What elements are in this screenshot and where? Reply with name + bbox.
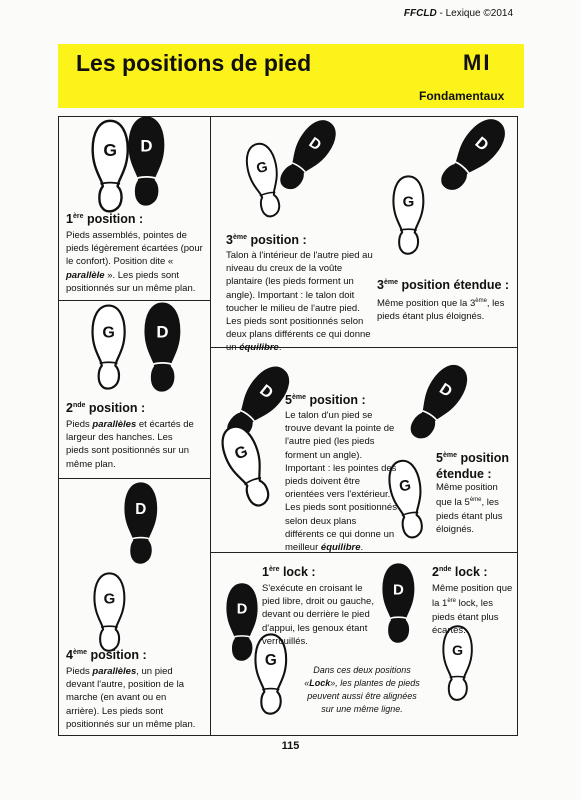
position-4-title: 4ème position : [66, 648, 147, 662]
right-foot-letter: D [436, 380, 455, 401]
position-5-extended-title: 5ème position étendue : [436, 451, 510, 482]
left-foot-letter: G [265, 652, 277, 670]
right-foot-letter: D [305, 134, 324, 155]
right-footprint-icon [124, 481, 158, 565]
left-footprint-icon [392, 174, 425, 256]
page-header [404, 8, 513, 19]
position-5-title: 5ème position : [285, 393, 366, 407]
lock-1-description: S'exécute en croisant le pied libre, droit ou gauche, devant ou derrière le pied d'appui, les genoux étant verrouillés. [262, 583, 374, 647]
section-code: MI [463, 50, 492, 75]
left-footprint-icon [91, 303, 126, 391]
left-foot-letter: G [255, 159, 270, 177]
right-footprint-icon [144, 301, 181, 393]
left-foot-letter: G [452, 642, 464, 659]
lock-2-title: 2nde lock : [432, 565, 488, 579]
position-3-extended-title: 3ème position étendue : [377, 278, 510, 292]
position-1-description: Pieds assemblés, pointes de pieds légèrement écartées (pour le confort). Position dite « parallèle ». Les pieds sont positionnés sur un même plan. [66, 230, 203, 294]
position-1-title: 1ère position : [66, 212, 144, 226]
right-foot-letter: D [135, 501, 147, 519]
left-foot-letter: G [102, 323, 116, 342]
right-foot-letter: D [155, 322, 169, 342]
right-foot-letter: D [471, 133, 493, 155]
page-title: Les positions de pied [76, 50, 312, 76]
right-footprint-icon [226, 582, 258, 662]
position-4-description: Pieds parallèles, un pied devant l'autre, position de la marche (en avant ou en arrière). Les pieds sont positionnés sur un même plan. [66, 666, 196, 730]
position-5-extended-description: Même position que la 5ème, les pieds étant plus éloignés. [436, 482, 503, 535]
left-foot-letter: G [103, 590, 115, 608]
left-foot-letter: G [397, 476, 412, 496]
header-lexicon: Lexique ©2014 [445, 8, 513, 19]
right-foot-letter: D [139, 136, 153, 156]
position-2-description: Pieds parallèles et écartés de largeur des hanches. Les pieds sont positionnés sur un même plan. [66, 419, 194, 470]
position-3-extended-description: Même position que la 3ème, les pieds étant plus éloignés. [377, 298, 505, 323]
lock-2-description: Même position que la 1ère lock, les pieds étant plus écartés. [432, 583, 513, 636]
left-foot-letter: G [232, 442, 251, 464]
position-3-description: Talon à l'intérieur de l'autre pied au niveau du creux de la voûte plantaire (les pieds forment un angle). Important : le talon doit toucher le milieu de l'autre pied. Les pieds sont positionnés selon deux plans différents ce qui donne un équilibre. [226, 250, 373, 354]
position-2-title: 2nde position : [66, 401, 146, 415]
position-5-description: Le talon d'un pied se trouve devant la pointe de l'autre pied (les pieds forment un angle). Important : les pointes des pieds doivent être orientées vers l'extérieur. Les pieds sont positionnés selon deux plans différents ce qui donne un meilleur équilibre. [285, 410, 397, 554]
left-footprint-icon [93, 571, 126, 653]
section-category: Fondamentaux [419, 89, 505, 103]
lock-1-title: 1ère lock : [262, 565, 316, 579]
grid-divider [58, 478, 210, 479]
left-foot-letter: G [402, 193, 414, 211]
page-number: 115 [281, 740, 300, 752]
right-footprint-icon [382, 562, 415, 644]
right-foot-letter: D [256, 381, 277, 403]
lock-note: Dans ces deux positions «Lock», les plantes de pieds peuvent aussi être alignées sur une même ligne. [304, 665, 420, 714]
position-3-title: 3ème position : [226, 233, 307, 247]
grid-divider-vertical [210, 116, 211, 736]
header-org: FFCLD [403, 8, 437, 19]
header-separator: - [436, 8, 446, 19]
grid-divider [58, 300, 210, 301]
left-foot-letter: G [103, 139, 117, 160]
right-footprint-icon [128, 115, 165, 207]
right-foot-letter: D [236, 601, 248, 618]
right-foot-letter: D [392, 581, 404, 599]
left-footprint-icon [91, 118, 129, 214]
